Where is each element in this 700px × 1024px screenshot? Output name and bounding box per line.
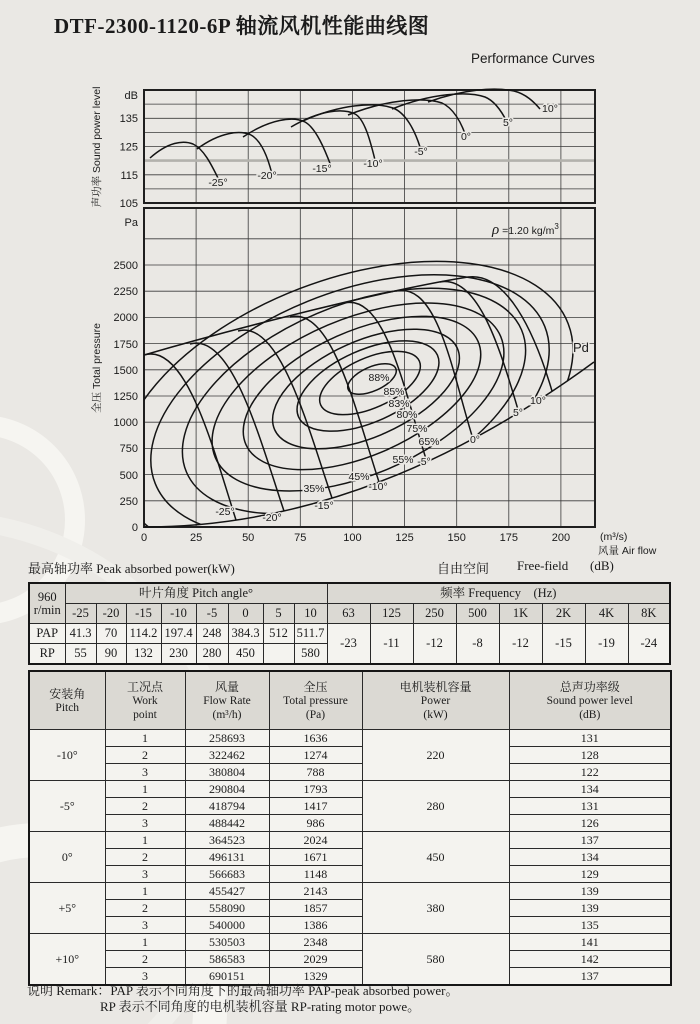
total-pressure-chart <box>78 203 657 560</box>
work-point-row <box>29 832 671 849</box>
pap-value: 114.2 <box>126 624 161 644</box>
pitch-col-header: 10 <box>294 604 327 624</box>
total-pressure: 1857 <box>269 900 362 917</box>
rp-value: 90 <box>96 644 126 665</box>
total-pressure: 1417 <box>269 798 362 815</box>
work-point-row <box>29 866 671 883</box>
pap-row <box>29 624 670 644</box>
pressure-y-tick: 750 <box>119 443 138 455</box>
pitch-angle-label: 5° <box>512 407 524 419</box>
freq-col-header: 250 <box>413 604 456 624</box>
pressure-y-tick: 1500 <box>113 365 138 377</box>
sound-power-chart <box>90 87 595 210</box>
rp-value <box>263 644 294 665</box>
power-value: 380 <box>362 883 509 934</box>
pitch-col-header: -10 <box>161 604 196 624</box>
power-value: 450 <box>362 832 509 883</box>
page-title: DTF-2300-1120-6P 轴流风机性能曲线图 <box>54 14 430 38</box>
pitch-angle-label: 0° <box>469 434 481 446</box>
pressure-y-tick: 2500 <box>113 260 138 272</box>
total-pressure: 2143 <box>269 883 362 900</box>
work-point: 1 <box>105 781 185 798</box>
pressure-y-tick: 1250 <box>113 391 138 403</box>
frequency-header: 频率 Frequency (Hz) <box>327 583 670 604</box>
total-pressure: 2029 <box>269 951 362 968</box>
flow-rate: 418794 <box>185 798 269 815</box>
sound-y-unit: dB <box>124 90 138 102</box>
sound-curve-label: -15° <box>312 163 332 175</box>
sound-power-level: 122 <box>509 764 671 781</box>
column-header: 风量 Flow Rate (m³/h) <box>185 671 269 730</box>
work-point-row <box>29 781 671 798</box>
work-point-row <box>29 798 671 815</box>
pitch-angle-label: -5° <box>417 456 431 468</box>
pressure-x-tick: 175 <box>499 532 518 544</box>
efficiency-label: 75% <box>406 423 428 435</box>
pressure-curve-10 <box>468 277 552 391</box>
pressure-curve--10 <box>290 316 379 482</box>
pitch-col-header: -20 <box>96 604 126 624</box>
pitch-value: +10° <box>29 934 105 986</box>
flow-rate: 558090 <box>185 900 269 917</box>
column-header: 电机装机容量 Power (kW) <box>362 671 509 730</box>
sound-power-level: 139 <box>509 883 671 900</box>
pressure-x-tick: 200 <box>551 532 571 544</box>
rp-label: RP <box>29 644 65 665</box>
total-pressure: 2024 <box>269 832 362 849</box>
sound-power-level: 137 <box>509 968 671 986</box>
work-point-row <box>29 883 671 900</box>
pap-label: PAP <box>29 624 65 644</box>
freq-value: -24 <box>628 624 670 665</box>
sound-power-level: 142 <box>509 951 671 968</box>
total-pressure: 986 <box>269 815 362 832</box>
column-header: 总声功率级 Sound power level (dB) <box>509 671 671 730</box>
work-point: 3 <box>105 815 185 832</box>
pressure-x-tick: 25 <box>189 532 203 544</box>
peak-power-table <box>28 582 671 665</box>
pitch-col-header: -25 <box>65 604 96 624</box>
efficiency-label: 80% <box>396 409 418 421</box>
rp-value: 450 <box>228 644 263 665</box>
performance-table <box>28 670 672 986</box>
efficiency-label: 35% <box>303 483 325 495</box>
pitch-col-header: 5 <box>263 604 294 624</box>
work-point: 3 <box>105 764 185 781</box>
work-point: 1 <box>105 730 185 747</box>
pitch-value: +5° <box>29 883 105 934</box>
freq-value: -12 <box>499 624 542 665</box>
work-point: 1 <box>105 832 185 849</box>
pressure-y-tick: 2000 <box>113 312 138 324</box>
pd-label: Pd <box>573 340 589 355</box>
flow-rate: 380804 <box>185 764 269 781</box>
remark-line-1: 说明 Remark：PAP 表示不同角度下的最高轴功率 PAP-peak absorbed power。 <box>27 983 459 998</box>
flow-rate: 488442 <box>185 815 269 832</box>
sound-y-tick: 105 <box>119 198 138 210</box>
rp-value: 230 <box>161 644 196 665</box>
work-point-row <box>29 747 671 764</box>
sound-curve-label: 0° <box>460 131 472 143</box>
sound-curve-10 <box>428 89 540 109</box>
efficiency-label: 55% <box>392 454 414 466</box>
pressure-y-tick: 250 <box>119 496 138 508</box>
freq-col-header: 125 <box>370 604 413 624</box>
peak-power-caption: 最高轴功率 Peak absorbed power(kW) <box>28 561 235 576</box>
page-subtitle: Performance Curves <box>471 51 595 66</box>
freq-col-header: 500 <box>456 604 499 624</box>
sound-y-tick: 115 <box>120 169 138 182</box>
remark-line-2: RP 表示不同角度的电机装机容量 RP-rating motor powe。 <box>100 999 421 1014</box>
freq-col-header: 4K <box>585 604 628 624</box>
freq-col-header: 2K <box>542 604 585 624</box>
pitch-value: -10° <box>29 730 105 781</box>
pap-value: 41.3 <box>65 624 96 644</box>
sound-power-level: 141 <box>509 934 671 951</box>
freq-value: -19 <box>585 624 628 665</box>
work-point: 2 <box>105 951 185 968</box>
flow-rate: 586583 <box>185 951 269 968</box>
freq-col-header: 63 <box>327 604 370 624</box>
pressure-x-tick: 50 <box>242 532 255 544</box>
power-value: 220 <box>362 730 509 781</box>
pressure-y-tick: 2250 <box>113 286 138 298</box>
pap-value: 248 <box>196 624 228 644</box>
total-pressure: 1636 <box>269 730 362 747</box>
work-point-row <box>29 849 671 866</box>
flow-rate: 690151 <box>185 968 269 986</box>
freq-col-header: 8K <box>628 604 670 624</box>
x-axis-unit: (m³/s) <box>600 531 628 543</box>
free-field-caption-en: Free-field <box>517 558 569 573</box>
work-point: 2 <box>105 849 185 866</box>
work-point-row <box>29 951 671 968</box>
total-pressure: 788 <box>269 764 362 781</box>
work-point: 3 <box>105 917 185 934</box>
pitch-value: -5° <box>29 781 105 832</box>
pressure-x-tick: 0 <box>140 532 148 544</box>
pitch-value: 0° <box>29 832 105 883</box>
pressure-y-tick: 1000 <box>113 417 138 429</box>
pressure-x-tick: 125 <box>395 532 414 544</box>
rp-value: 55 <box>65 644 96 665</box>
efficiency-label: 88% <box>368 372 390 384</box>
work-point-row <box>29 934 671 951</box>
column-header: 工况点 Work point <box>105 671 185 730</box>
rp-value: 280 <box>196 644 228 665</box>
power-value: 580 <box>362 934 509 986</box>
flow-rate: 258693 <box>185 730 269 747</box>
pitch-angle-label: -20° <box>262 512 282 524</box>
pap-value: 512 <box>263 624 294 644</box>
sound-curve--20 <box>197 133 272 174</box>
pitch-angle-label: -15° <box>314 500 334 512</box>
sound-power-level: 135 <box>509 917 671 934</box>
pressure-curves <box>78 203 615 560</box>
flow-rate: 530503 <box>185 934 269 951</box>
work-point-row <box>29 730 671 747</box>
sound-curve-label: 5° <box>502 117 514 129</box>
air-density-note: ρ =1.20 $kg/m^3$ <box>492 222 559 238</box>
pap-value: 70 <box>96 624 126 644</box>
sound-power-level: 131 <box>509 730 671 747</box>
pap-value: 197.4 <box>161 624 196 644</box>
total-pressure: 1274 <box>269 747 362 764</box>
column-header: 全压 Total pressure (Pa) <box>269 671 362 730</box>
flow-rate: 322462 <box>185 747 269 764</box>
total-pressure: 1386 <box>269 917 362 934</box>
pitch-angle-label: -25° <box>215 506 235 518</box>
total-pressure: 1671 <box>269 849 362 866</box>
main-header-row <box>29 671 671 730</box>
work-point-row <box>29 917 671 934</box>
pressure-y-tick: 0 <box>131 522 138 534</box>
sound-curve--15 <box>243 119 331 166</box>
flow-rate: 540000 <box>185 917 269 934</box>
x-axis-title: 风量 Air flow <box>598 545 657 557</box>
pap-value: 511.7 <box>294 624 327 644</box>
flow-rate: 496131 <box>185 849 269 866</box>
sound-power-level: 131 <box>509 798 671 815</box>
work-point: 1 <box>105 883 185 900</box>
freq-value: -11 <box>370 624 413 665</box>
pressure-curve--20 <box>190 343 284 511</box>
free-field-caption-cn: 自由空间 <box>437 561 490 576</box>
work-point-row <box>29 764 671 781</box>
pressure-y-tick: 1750 <box>113 339 138 351</box>
freq-value: -12 <box>413 624 456 665</box>
sound-power-level: 128 <box>509 747 671 764</box>
pitch-col-header: -15 <box>126 604 161 624</box>
sound-power-level: 129 <box>509 866 671 883</box>
power-value: 280 <box>362 781 509 832</box>
pressure-y-unit: Pa <box>124 217 138 229</box>
sound-curve-label: -5° <box>414 146 428 158</box>
sound-curve-label: -10° <box>363 158 383 170</box>
pap-value: 384.3 <box>228 624 263 644</box>
total-pressure: 1793 <box>269 781 362 798</box>
column-header: 安装角 Pitch <box>29 671 105 730</box>
pitch-angle-header: 叶片角度 Pitch angle° <box>65 583 327 604</box>
work-point: 3 <box>105 968 185 986</box>
efficiency-label: 65% <box>418 436 440 448</box>
pitch-angle-label: -10° <box>368 481 388 493</box>
work-point: 2 <box>105 798 185 815</box>
work-point: 2 <box>105 747 185 764</box>
sound-curve-label: 10° <box>542 103 558 115</box>
sound-power-level: 137 <box>509 832 671 849</box>
pressure-y-axis-title: 全压 Total pressure <box>91 323 103 413</box>
sound-curve-label: -25° <box>208 177 228 189</box>
rp-value: 132 <box>126 644 161 665</box>
freq-col-header: 1K <box>499 604 542 624</box>
freq-value: -8 <box>456 624 499 665</box>
work-point: 1 <box>105 934 185 951</box>
pitch-angle-label: 10° <box>530 395 546 407</box>
sound-power-level: 134 <box>509 849 671 866</box>
freq-value: -23 <box>327 624 370 665</box>
pressure-curve--15 <box>238 330 332 498</box>
rp-value: 580 <box>294 644 327 665</box>
work-point-row <box>29 900 671 917</box>
pressure-x-tick: 150 <box>447 532 466 544</box>
sound-power-level: 139 <box>509 900 671 917</box>
total-pressure: 2348 <box>269 934 362 951</box>
sound-y-tick: 125 <box>119 141 138 154</box>
sound-y-axis-title: 声功率 Sound power level <box>91 86 103 208</box>
sound-curve-label: -20° <box>257 170 277 182</box>
pressure-x-tick: 100 <box>343 532 362 544</box>
work-point: 2 <box>105 900 185 917</box>
total-pressure: 1148 <box>269 866 362 883</box>
pitch-col-header: 0 <box>228 604 263 624</box>
flow-rate: 364523 <box>185 832 269 849</box>
sound-power-level: 126 <box>509 815 671 832</box>
efficiency-label: 45% <box>348 471 370 483</box>
freq-subheader-row <box>29 604 670 624</box>
flow-rate: 455427 <box>185 883 269 900</box>
speed-cell: 960 r/min <box>29 583 65 624</box>
pitch-col-header: -5 <box>196 604 228 624</box>
efficiency-label: 83% <box>388 398 410 410</box>
flow-rate: 290804 <box>185 781 269 798</box>
freq-header-row <box>29 583 670 604</box>
work-point-row <box>29 815 671 832</box>
free-field-caption-unit: (dB) <box>590 558 614 573</box>
pressure-x-tick: 75 <box>294 532 307 544</box>
sound-y-tick: 135 <box>119 113 138 125</box>
efficiency-label: 85% <box>383 386 405 398</box>
pressure-y-tick: 500 <box>119 470 138 482</box>
freq-value: -15 <box>542 624 585 665</box>
flow-rate: 566683 <box>185 866 269 883</box>
sound-power-level: 134 <box>509 781 671 798</box>
sound-curves <box>150 89 540 180</box>
total-pressure: 1329 <box>269 968 362 986</box>
work-point: 3 <box>105 866 185 883</box>
